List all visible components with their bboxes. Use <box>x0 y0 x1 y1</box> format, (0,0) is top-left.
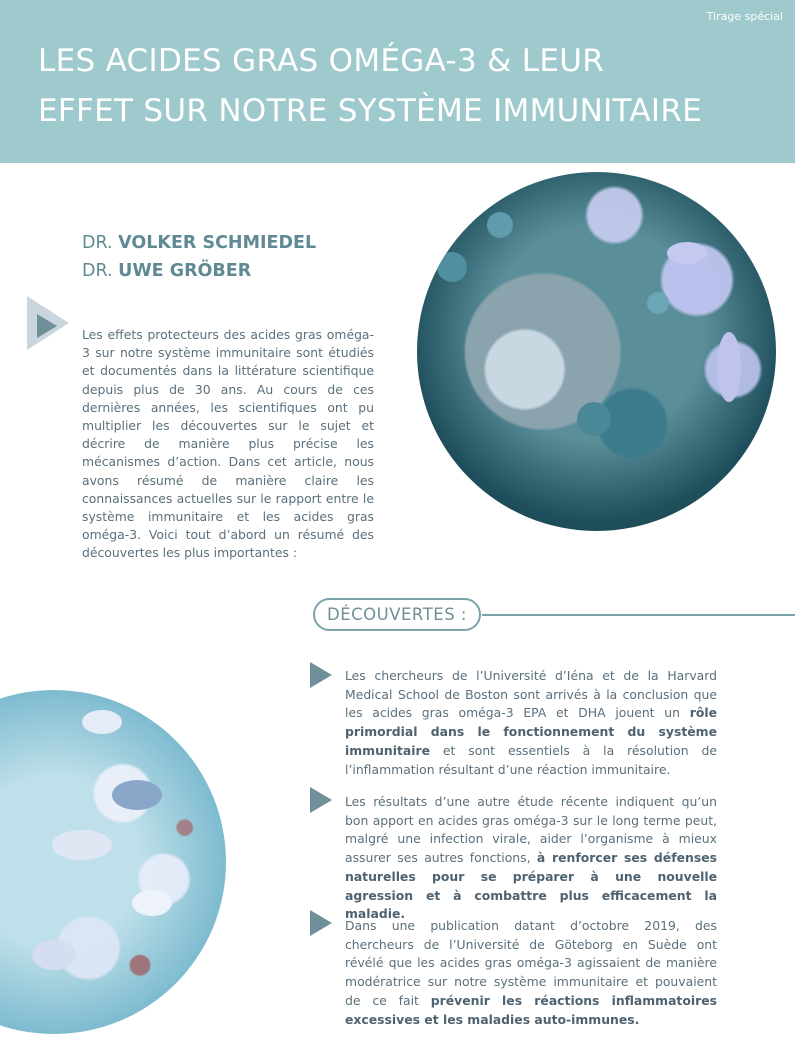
finding-2: Les résultats d’une autre étude récente indiquent qu’un bon apport en acides gras oméga-3 sur le long terme peut, malgré une infection virale, aider l’organisme à mieux assurer ses autres fonctions, à renforcer ses défenses naturelles pour se préparer à une nouvelle agression et à combattre plus efficacement la maladie. <box>345 794 717 922</box>
author-1: DR. VOLKER SCHMIEDEL <box>82 233 317 253</box>
special-edition-tag: Tirage spécial <box>706 10 783 23</box>
bullet-triangle-icon <box>310 910 332 936</box>
section-divider <box>482 614 795 616</box>
decorative-triangle-icon <box>27 296 69 350</box>
finding-1: Les chercheurs de l’Université d’Iéna et de la Harvard Medical School de Boston sont arrivés à la conclusion que les acides gras oméga-3 EPA et DHA jouent un rôle primordial dans le fonctionnement du système immunitaire et sont essentiels à la résolution de l’inflammation résultant d’une réaction immunitaire. <box>345 668 717 777</box>
bullet-triangle-icon <box>310 787 332 813</box>
author-2: DR. UWE GRÖBER <box>82 261 252 281</box>
header-banner <box>0 0 795 163</box>
antibody-illustration <box>0 690 226 1034</box>
title-line-1: LES ACIDES GRAS OMÉGA-3 & LEUR <box>38 43 605 79</box>
page-title <box>38 36 702 136</box>
authors <box>82 229 316 285</box>
title-line-2: EFFET SUR NOTRE SYSTÈME IMMUNITAIRE <box>38 93 703 129</box>
finding-3: Dans une publication datant d’octobre 2019, des chercheurs de l’Université de Göteborg en Suède ont révélé que les acides gras oméga-3 agissaient de manière modératrice sur notre système immunitaire et pouvaient de ce fait prévenir les réactions inflammatoires excessives et les maladies auto-immunes. <box>345 918 718 1027</box>
intro-paragraph: Les effets protecteurs des acides gras oméga-3 sur notre système immunitaire sont étudiés et documentés dans la littérature scientifique depuis plus de 30 ans. Au cours de ces dernières années, les scientifiques ont pu multiplier les découvertes sur le sujet et décrire de manière plus précise les mécanismes d’action. Dans cet article, nous avons résumé de manière claire les connaissances actuelles sur le rapport entre le système immunitaire et les acides gras oméga-3. Voici tout d’abord un résumé des découvertes les plus importantes : <box>82 327 374 561</box>
virus-illustration <box>417 172 776 531</box>
section-heading <box>313 598 481 631</box>
bullet-triangle-icon <box>310 662 332 688</box>
section-heading-label: DÉCOUVERTES : <box>327 605 467 624</box>
